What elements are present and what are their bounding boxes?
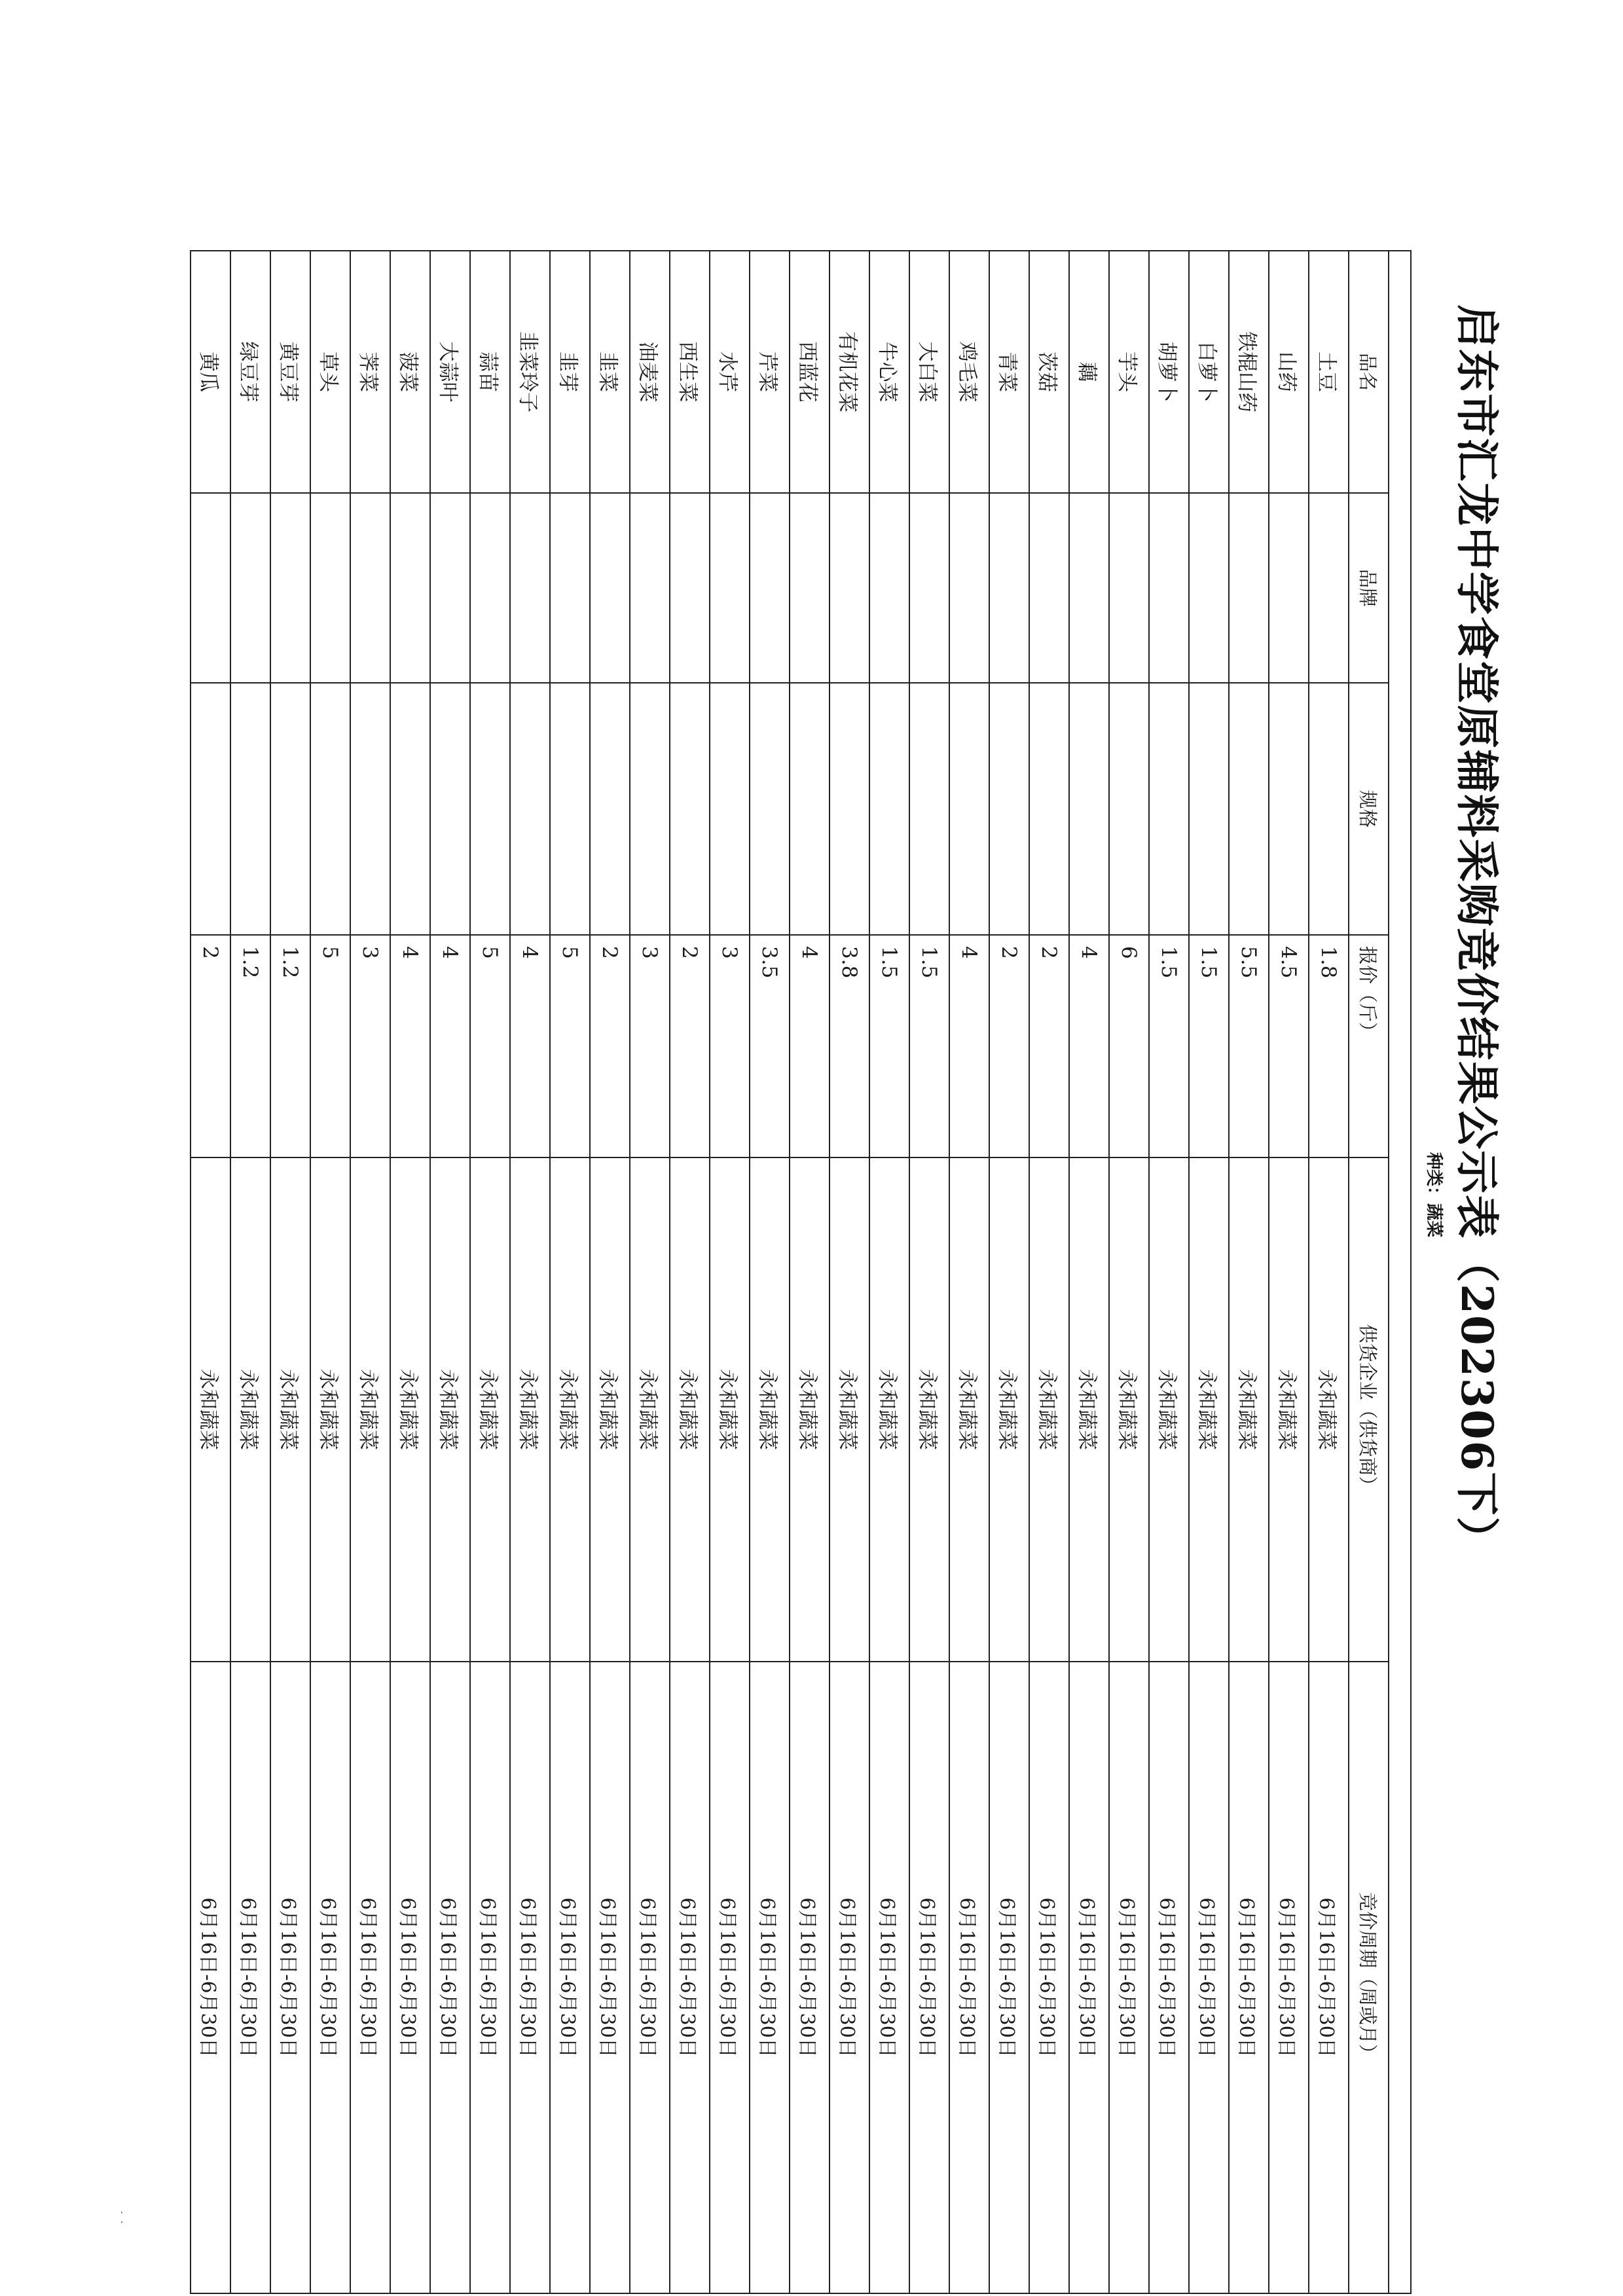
cell-name: 有机花菜 — [830, 251, 869, 493]
cell-name: 茨菇 — [1029, 251, 1069, 493]
cell-price: 5 — [470, 935, 510, 1157]
cell-price: 4.5 — [1269, 935, 1309, 1157]
cell-spec — [590, 683, 630, 935]
cell-period: 6月16日-6月30日 — [750, 1662, 790, 2293]
cell-supplier: 永和蔬菜 — [390, 1157, 430, 1662]
cell-price: 3 — [350, 935, 390, 1157]
cell-name: 韭菜 — [590, 251, 630, 493]
cell-supplier: 永和蔬菜 — [550, 1157, 590, 1662]
cell-price: 1.5 — [1149, 935, 1189, 1157]
cell-brand — [949, 493, 989, 683]
cell-price: 4 — [949, 935, 989, 1157]
cell-brand — [869, 493, 909, 683]
table-row — [790, 251, 830, 2293]
cell-supplier: 永和蔬菜 — [1149, 1157, 1189, 1662]
cell-brand — [1189, 493, 1229, 683]
cell-price: 2 — [1029, 935, 1069, 1157]
cell-name: 芋头 — [1109, 251, 1149, 493]
table-row — [1029, 251, 1069, 2293]
cell-name: 蒜苗 — [470, 251, 510, 493]
cell-period: 6月16日-6月30日 — [510, 1662, 550, 2293]
table-row — [310, 251, 350, 2293]
cell-supplier: 永和蔬菜 — [590, 1157, 630, 1662]
table-body — [191, 251, 1349, 2293]
cell-name: 荠菜 — [350, 251, 390, 493]
cell-period: 6月16日-6月30日 — [470, 1662, 510, 2293]
cell-price: 3.8 — [830, 935, 869, 1157]
cell-supplier: 永和蔬菜 — [630, 1157, 670, 1662]
cell-period: 6月16日-6月30日 — [949, 1662, 989, 2293]
cell-price: 2 — [989, 935, 1029, 1157]
cell-period: 6月16日-6月30日 — [909, 1662, 949, 2293]
cell-supplier: 永和蔬菜 — [869, 1157, 909, 1662]
cell-spec — [470, 683, 510, 935]
cell-price: 4 — [1069, 935, 1109, 1157]
cell-brand — [550, 493, 590, 683]
cell-price: 4 — [390, 935, 430, 1157]
cell-period: 6月16日-6月30日 — [630, 1662, 670, 2293]
cell-period: 6月16日-6月30日 — [1109, 1662, 1149, 2293]
cell-period: 6月16日-6月30日 — [670, 1662, 710, 2293]
cell-supplier: 永和蔬菜 — [1029, 1157, 1069, 1662]
header-price: 报价（斤） — [1349, 935, 1389, 1157]
cell-price: 4 — [790, 935, 830, 1157]
table-row — [550, 251, 590, 2293]
header-spec: 规格 — [1349, 683, 1389, 935]
cell-spec — [909, 683, 949, 935]
cell-supplier: 永和蔬菜 — [510, 1157, 550, 1662]
cell-name: 大蒜叶 — [430, 251, 470, 493]
cell-spec — [1149, 683, 1189, 935]
cell-name: 油麦菜 — [630, 251, 670, 493]
cell-period: 6月16日-6月30日 — [830, 1662, 869, 2293]
cell-brand — [230, 493, 270, 683]
cell-brand — [470, 493, 510, 683]
cell-price: 1.2 — [230, 935, 270, 1157]
cell-price: 3 — [710, 935, 750, 1157]
table-row — [630, 251, 670, 2293]
cell-period: 6月16日-6月30日 — [350, 1662, 390, 2293]
table-row — [510, 251, 550, 2293]
cell-brand — [909, 493, 949, 683]
table-row — [750, 251, 790, 2293]
cell-price: 4 — [430, 935, 470, 1157]
cell-price: 1.5 — [909, 935, 949, 1157]
cell-supplier: 永和蔬菜 — [1189, 1157, 1229, 1662]
cell-name: 菠菜 — [390, 251, 430, 493]
cell-name: 西生菜 — [670, 251, 710, 493]
cell-supplier: 永和蔬菜 — [750, 1157, 790, 1662]
table-row — [989, 251, 1029, 2293]
cell-period: 6月16日-6月30日 — [989, 1662, 1029, 2293]
table-row — [830, 251, 869, 2293]
cell-period: 6月16日-6月30日 — [1229, 1662, 1269, 2293]
cell-period: 6月16日-6月30日 — [270, 1662, 310, 2293]
cell-price: 6 — [1109, 935, 1149, 1157]
cell-name: 藕 — [1069, 251, 1109, 493]
cell-brand — [750, 493, 790, 683]
cell-name: 大白菜 — [909, 251, 949, 493]
cell-spec — [630, 683, 670, 935]
cell-period: 6月16日-6月30日 — [1149, 1662, 1189, 2293]
cell-brand — [1069, 493, 1109, 683]
cell-period: 6月16日-6月30日 — [790, 1662, 830, 2293]
table-row — [470, 251, 510, 2293]
cell-brand — [430, 493, 470, 683]
cell-spec — [1109, 683, 1149, 935]
cell-brand — [1309, 493, 1349, 683]
cell-supplier: 永和蔬菜 — [710, 1157, 750, 1662]
cell-name: 鸡毛菜 — [949, 251, 989, 493]
cell-name: 青菜 — [989, 251, 1029, 493]
cell-period: 6月16日-6月30日 — [390, 1662, 430, 2293]
cell-supplier: 永和蔬菜 — [830, 1157, 869, 1662]
table-row — [230, 251, 270, 2293]
cell-period: 6月16日-6月30日 — [869, 1662, 909, 2293]
cell-brand — [790, 493, 830, 683]
cell-price: 5 — [550, 935, 590, 1157]
cell-brand — [630, 493, 670, 683]
cell-period: 6月16日-6月30日 — [230, 1662, 270, 2293]
table-row — [869, 251, 909, 2293]
cell-name: 水芹 — [710, 251, 750, 493]
document-title: 启东市汇龙中学食堂原辅料采购竞价结果公示表（202306下） — [1451, 304, 1503, 1561]
header-period: 竞价周期（周或月） — [1349, 1662, 1389, 2293]
cell-name: 黄瓜 — [191, 251, 230, 493]
cell-supplier: 永和蔬菜 — [310, 1157, 350, 1662]
cell-brand — [710, 493, 750, 683]
cell-name: 绿豆芽 — [230, 251, 270, 493]
cell-brand — [590, 493, 630, 683]
cell-name: 草头 — [310, 251, 350, 493]
cell-supplier: 永和蔬菜 — [1229, 1157, 1269, 1662]
cell-period: 6月16日-6月30日 — [1189, 1662, 1229, 2293]
cell-spec — [949, 683, 989, 935]
cell-spec — [310, 683, 350, 935]
table-row — [430, 251, 470, 2293]
cell-period: 6月16日-6月30日 — [310, 1662, 350, 2293]
cell-price: 1.5 — [869, 935, 909, 1157]
cell-price: 5 — [310, 935, 350, 1157]
cell-brand — [1109, 493, 1149, 683]
cell-price: 3.5 — [750, 935, 790, 1157]
cell-spec — [430, 683, 470, 935]
cell-brand — [1269, 493, 1309, 683]
scan-mark: ˙ ˙ — [110, 2210, 124, 2225]
table-row — [909, 251, 949, 2293]
cell-period: 6月16日-6月30日 — [1069, 1662, 1109, 2293]
cell-spec — [550, 683, 590, 935]
cell-name: 土豆 — [1309, 251, 1349, 493]
cell-period: 6月16日-6月30日 — [430, 1662, 470, 2293]
table-row — [191, 251, 230, 2293]
cell-brand — [1029, 493, 1069, 683]
cell-name: 牛心菜 — [869, 251, 909, 493]
cell-supplier: 永和蔬菜 — [670, 1157, 710, 1662]
cell-spec — [270, 683, 310, 935]
table-row — [710, 251, 750, 2293]
cell-brand — [989, 493, 1029, 683]
cell-period: 6月16日-6月30日 — [710, 1662, 750, 2293]
cell-brand — [1149, 493, 1189, 683]
table-row — [670, 251, 710, 2293]
cell-supplier: 永和蔬菜 — [909, 1157, 949, 1662]
header-supplier: 供货企业（供货商） — [1349, 1157, 1389, 1662]
cell-supplier: 永和蔬菜 — [470, 1157, 510, 1662]
cell-spec — [790, 683, 830, 935]
cell-period: 6月16日-6月30日 — [191, 1662, 230, 2293]
cell-supplier: 永和蔬菜 — [1109, 1157, 1149, 1662]
table-row — [1069, 251, 1109, 2293]
cell-brand — [670, 493, 710, 683]
cell-brand — [1229, 493, 1269, 683]
header-row — [1349, 251, 1389, 2293]
cell-price: 1.8 — [1309, 935, 1349, 1157]
cell-price: 4 — [510, 935, 550, 1157]
cell-period: 6月16日-6月30日 — [1269, 1662, 1309, 2293]
table-row — [1189, 251, 1229, 2293]
table-row — [350, 251, 390, 2293]
header-name: 品名 — [1349, 251, 1389, 493]
cell-spec — [750, 683, 790, 935]
cell-supplier: 永和蔬菜 — [191, 1157, 230, 1662]
table-row — [1229, 251, 1269, 2293]
cell-name: 山药 — [1269, 251, 1309, 493]
header-spacer-cell — [1389, 251, 1411, 2293]
cell-name: 韭菜玲子 — [510, 251, 550, 493]
cell-period: 6月16日-6月30日 — [1029, 1662, 1069, 2293]
cell-spec — [1229, 683, 1269, 935]
header-spacer-row — [1389, 251, 1411, 2293]
cell-price: 5.5 — [1229, 935, 1269, 1157]
cell-name: 芹菜 — [750, 251, 790, 493]
table-row — [1269, 251, 1309, 2293]
table-row — [1109, 251, 1149, 2293]
procurement-table — [190, 250, 1412, 2294]
cell-spec — [830, 683, 869, 935]
cell-spec — [1069, 683, 1109, 935]
cell-name: 韭芽 — [550, 251, 590, 493]
cell-period: 6月16日-6月30日 — [590, 1662, 630, 2293]
table-row — [390, 251, 430, 2293]
cell-supplier: 永和蔬菜 — [1269, 1157, 1309, 1662]
table-row — [1309, 251, 1349, 2293]
cell-spec — [1269, 683, 1309, 935]
cell-spec — [510, 683, 550, 935]
cell-supplier: 永和蔬菜 — [270, 1157, 310, 1662]
cell-name: 西蓝花 — [790, 251, 830, 493]
cell-brand — [390, 493, 430, 683]
cell-spec — [989, 683, 1029, 935]
cell-supplier: 永和蔬菜 — [430, 1157, 470, 1662]
cell-period: 6月16日-6月30日 — [1309, 1662, 1349, 2293]
cell-spec — [1029, 683, 1069, 935]
cell-supplier: 永和蔬菜 — [949, 1157, 989, 1662]
cell-spec — [710, 683, 750, 935]
cell-spec — [350, 683, 390, 935]
cell-supplier: 永和蔬菜 — [350, 1157, 390, 1662]
cell-brand — [310, 493, 350, 683]
cell-supplier: 永和蔬菜 — [1309, 1157, 1349, 1662]
cell-supplier: 永和蔬菜 — [1069, 1157, 1109, 1662]
cell-brand — [830, 493, 869, 683]
cell-price: 2 — [191, 935, 230, 1157]
cell-spec — [869, 683, 909, 935]
cell-period: 6月16日-6月30日 — [550, 1662, 590, 2293]
cell-brand — [350, 493, 390, 683]
cell-name: 胡萝卜 — [1149, 251, 1189, 493]
table-row — [590, 251, 630, 2293]
cell-brand — [510, 493, 550, 683]
cell-spec — [1189, 683, 1229, 935]
cell-name: 铁棍山药 — [1229, 251, 1269, 493]
cell-price: 2 — [590, 935, 630, 1157]
category-label: 种类：蔬菜 — [1424, 1152, 1444, 1238]
cell-supplier: 永和蔬菜 — [989, 1157, 1029, 1662]
table-row — [270, 251, 310, 2293]
cell-supplier: 永和蔬菜 — [230, 1157, 270, 1662]
cell-price: 1.5 — [1189, 935, 1229, 1157]
cell-spec — [230, 683, 270, 935]
cell-price: 3 — [630, 935, 670, 1157]
cell-spec — [670, 683, 710, 935]
cell-name: 黄豆芽 — [270, 251, 310, 493]
cell-spec — [390, 683, 430, 935]
header-brand: 品牌 — [1349, 493, 1389, 683]
cell-price: 1.2 — [270, 935, 310, 1157]
cell-price: 2 — [670, 935, 710, 1157]
cell-spec — [1309, 683, 1349, 935]
cell-name: 白萝卜 — [1189, 251, 1229, 493]
cell-brand — [270, 493, 310, 683]
cell-supplier: 永和蔬菜 — [790, 1157, 830, 1662]
cell-spec — [191, 683, 230, 935]
cell-brand — [191, 493, 230, 683]
table-row — [949, 251, 989, 2293]
table-row — [1149, 251, 1189, 2293]
